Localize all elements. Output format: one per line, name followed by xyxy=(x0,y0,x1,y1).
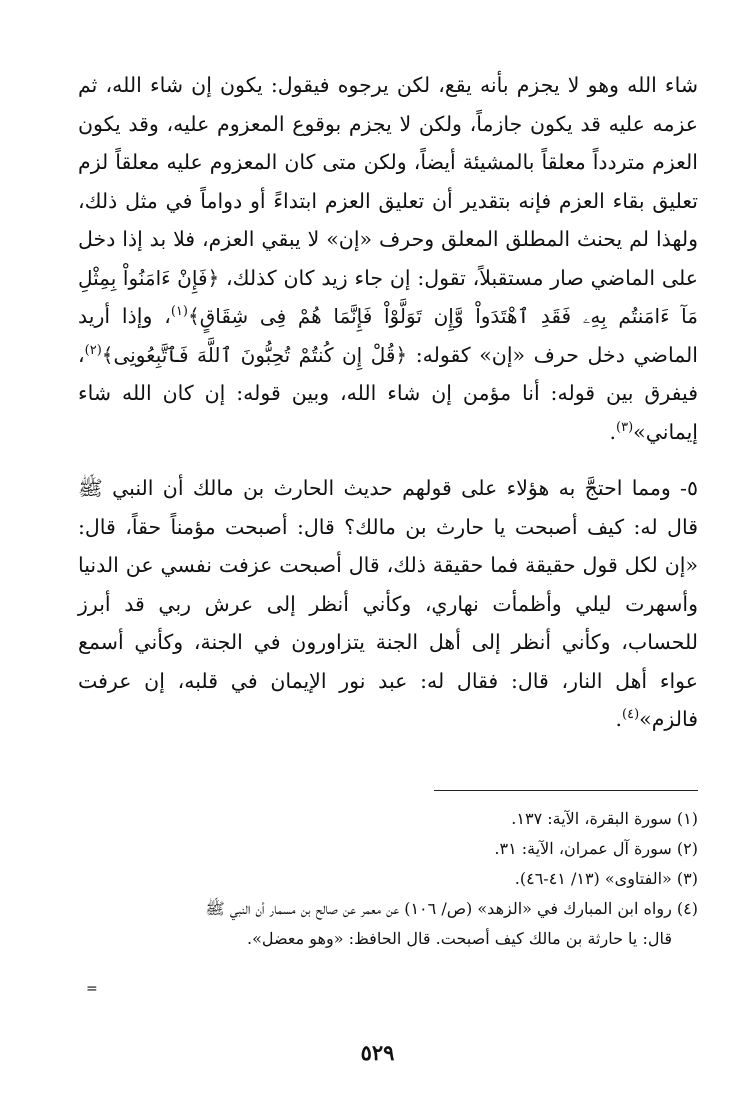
paragraph-1-end: . xyxy=(609,419,617,444)
paragraph-2-text: ٥- ومما احتجَّ به هؤلاء على قولهم حديث الحارث بن مالك أن النبي ﷺ قال له: كيف أصبحت يا حارث بن مالك؟ قال: أصبحت مؤمناً حقاً، قال: «إن لكل قول حقيقة فما حقيقة ذلك، قال أصبحت عزفت نفسي عن الدنيا وأسهرت ليلي وأظمأت نهاري، وكأني أنظر إلى عرش ربي قد أبرز للحساب، وكأني أنظر إلى أهل الجنة يتزاورون في الجنة، وكأني أسمع عواء أهل النار، قال: فقال له: عبد نور الإيمان في قلبه، إن عرفت فالزم» xyxy=(78,476,698,731)
paragraph-1-text-c: ، فيفرق بين قوله: أنا مؤمن إن شاء الله، وبين قوله: إن كان الله شاء إيماني» xyxy=(78,342,698,444)
paragraph-1 xyxy=(78,66,698,451)
footnote-1: (١) سورة البقرة، الآية: ١٣٧. xyxy=(511,809,698,828)
main-text xyxy=(78,66,698,739)
footnote-4: (٤) رواه ابن المبارك في «الزهد» (ص/ ١٠٦) عن معمر عن صالح بن مسمار أن النبي ﷺ xyxy=(205,899,698,918)
paragraph-1-text-a: شاء الله وهو لا يجزم بأنه يقع، لكن يرجوه فيقول: يكون إن شاء الله، ثم عزمه عليه قد يكون جازماً، ولكن لا يجزم بوقوع المعزوم عليه، وقد يكون العزم متردداً معلقاً بالمشيئة أيضاً، ولكن متى كان المعزوم عليه معلقاً لزم تعليق بقاء العزم فإنه بتقدير أن تعليق العزم ابتداءً أو دواماً في مثل ذلك، ولهذا لم يحنث المطلق المعلق وحرف «إن» لا يبقي العزم، فلا بد إذا دخل على الماضي صار مستقبلاً، تقول: إن جاء زيد كان كذلك، xyxy=(78,73,699,290)
footnotes xyxy=(78,804,698,954)
paragraph-2-end: . xyxy=(615,707,623,731)
quran-verse-2: ﴿قُلْ إِن كُنتُمْ تُحِبُّونَ ٱللَّهَ فَٱتَّبِعُونِى﴾ xyxy=(101,342,408,367)
footnote-ref-1: (١) xyxy=(170,304,188,320)
continuation-mark: = xyxy=(86,981,98,997)
footnote-ref-4: (٤) xyxy=(622,707,640,723)
footnote-ref-2: (٢) xyxy=(84,342,102,358)
quran-verse-1: ﴿فَإِنْ ءَامَنُواْ بِمِثْلِ مَآ ءَامَنتُم بِهِۦ فَقَدِ ٱهْتَدَواْ وَّإِن تَوَلَّوْاْ فَإِنَّمَا هُمْ فِى شِقَاقٍ﴾ xyxy=(78,265,698,328)
footnote-4-continued: قال: يا حارثة بن مالك كيف أصبحت. قال الحافظ: «وهو معضل». xyxy=(247,929,672,948)
footnote-divider xyxy=(434,790,698,791)
paragraph-2 xyxy=(78,469,698,739)
footnote-ref-3: (٣) xyxy=(616,419,634,435)
paragraph-1-text-b: ، وإذا أريد الماضي دخل حرف «إن» كقوله: xyxy=(78,304,698,367)
footnote-2: (٢) سورة آل عمران، الآية: ٣١. xyxy=(494,839,698,858)
page-number: ٥٢٩ xyxy=(360,1040,395,1065)
footnote-3: (٣) «الفتاوى» (١٣/ ٤١-٤٦). xyxy=(514,869,698,888)
